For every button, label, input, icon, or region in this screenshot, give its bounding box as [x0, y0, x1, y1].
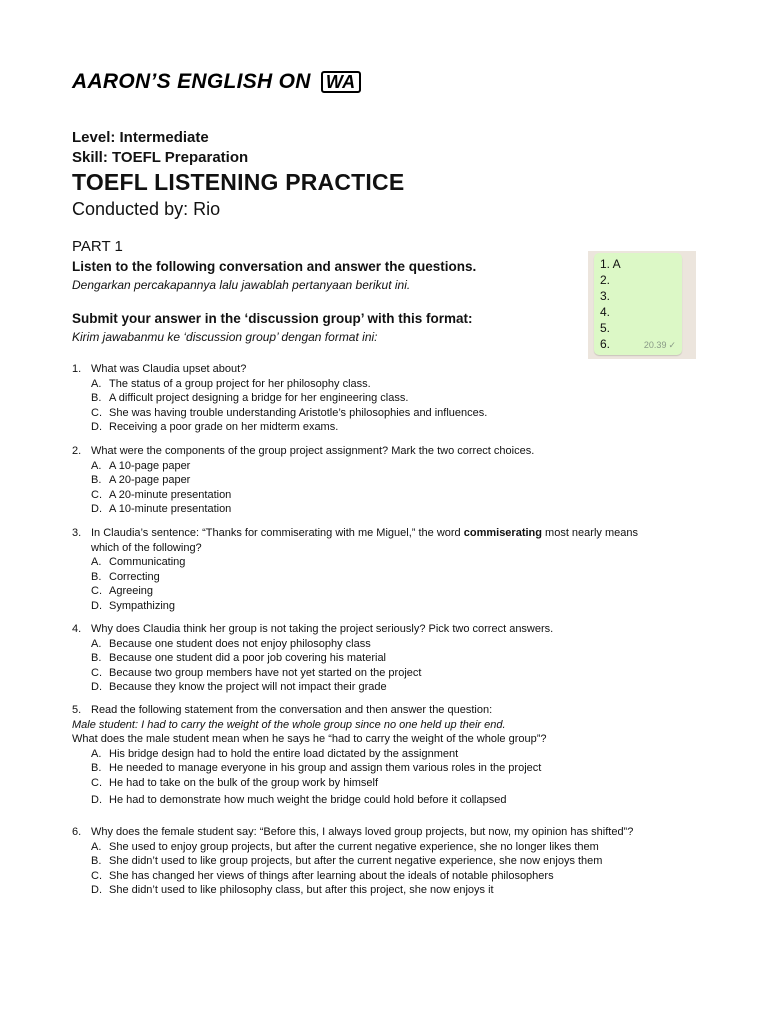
submit-instruction-en: Submit your answer in the ‘discussion group’ with this format: — [72, 311, 473, 326]
option-letter: C. — [91, 406, 102, 419]
question-stem — [91, 526, 638, 541]
part-label: PART 1 — [72, 238, 123, 255]
stem-part: most nearly means — [541, 527, 638, 539]
option-text: He had to take on the bulk of the group work by himself — [109, 776, 379, 789]
option-text: Communicating — [109, 556, 186, 569]
option-letter: B. — [91, 762, 102, 775]
chat-line: 4. — [600, 305, 611, 319]
quoted-statement: Male student: I had to carry the weight of the whole group since no one held up their end. — [72, 718, 506, 731]
option-text: She was having trouble understanding Aristotle’s philosophies and influences. — [109, 406, 488, 419]
keyword: commiserating — [463, 527, 542, 539]
skill-label: Skill: TOEFL Preparation — [72, 149, 249, 166]
option-text: Because one student does not enjoy philosophy class — [109, 637, 371, 650]
option-letter: C. — [91, 776, 102, 789]
question-number: 5. — [72, 704, 82, 716]
option-letter: B. — [91, 652, 102, 665]
question-number: 3. — [72, 527, 82, 539]
question-4 — [72, 622, 712, 695]
option-letter: C. — [91, 585, 102, 598]
option-text: Because they know the project will not impact their grade — [109, 681, 387, 694]
option-text: She didn’t used to like group projects, but after the current negative experience, she now enjoys them — [109, 855, 603, 868]
option-letter: D. — [91, 599, 102, 612]
page-title: TOEFL LISTENING PRACTICE — [72, 169, 405, 195]
chat-timestamp — [644, 340, 676, 351]
option-letter: C. — [91, 488, 102, 501]
level-label: Level: Intermediate — [72, 129, 209, 146]
question-number: 2. — [72, 445, 82, 457]
question-text: What does the male student mean when he says he “had to carry the weight of the whole group”? — [72, 733, 547, 746]
option-letter: B. — [91, 474, 102, 487]
chat-line: 6. — [600, 337, 611, 351]
instruction-id: Dengarkan percakapannya lalu jawablah pertanyaan berikut ini. — [72, 278, 411, 292]
brand-text: AARON’S ENGLISH ON — [72, 70, 311, 93]
conducted-by: Conducted by: Rio — [72, 199, 221, 219]
stem-part: In Claudia’s sentence: “Thanks for commiserating with me Miguel,” the word — [91, 527, 464, 539]
read-tick-icon: ✓ — [668, 340, 676, 350]
option-text: Sympathizing — [109, 599, 176, 612]
option-letter: A. — [91, 556, 102, 569]
option-letter: D. — [91, 681, 102, 694]
option-letter: B. — [91, 570, 102, 583]
question-2 — [72, 444, 712, 517]
option-text: Because two group members have not yet started on the project — [109, 666, 422, 679]
option-letter: B. — [91, 855, 102, 868]
option-text: Receiving a poor grade on her midterm exams. — [109, 421, 339, 434]
question-5 — [72, 703, 712, 807]
option-letter: A. — [91, 377, 102, 390]
chat-time-text: 20.39 — [643, 340, 667, 350]
option-letter: D. — [91, 793, 102, 806]
option-text: Because one student did a poor job covering his material — [109, 652, 387, 665]
option-letter: A. — [91, 840, 102, 853]
option-text: A 10-minute presentation — [109, 503, 232, 516]
chat-line: 2. — [600, 273, 611, 287]
question-stem: Read the following statement from the conversation and then answer the question: — [91, 704, 493, 716]
question-number: 6. — [72, 826, 82, 838]
option-letter: C. — [91, 869, 102, 882]
option-letter: D. — [91, 421, 102, 434]
chat-line: 5. — [600, 321, 611, 335]
option-letter: C. — [91, 666, 102, 679]
option-text: Agreeing — [109, 585, 154, 598]
option-letter: B. — [91, 392, 102, 405]
question-3 — [72, 526, 712, 614]
option-text: A difficult project designing a bridge for her engineering class. — [109, 392, 409, 405]
question-number: 1. — [72, 363, 82, 375]
option-text: She used to enjoy group projects, but after the current negative experience, she no longer likes them — [109, 840, 599, 853]
option-text: He needed to manage everyone in his group and assign them various roles in the project — [109, 762, 542, 775]
brand-title — [72, 70, 361, 94]
question-number: 4. — [72, 623, 82, 635]
option-text: A 20-minute presentation — [109, 488, 232, 501]
option-text: He had to demonstrate how much weight the bridge could hold before it collapsed — [109, 793, 507, 806]
option-text: Correcting — [109, 570, 160, 583]
question-stem: Why does Claudia think her group is not taking the project seriously? Pick two correct answers. — [91, 623, 554, 635]
whatsapp-logo: WA — [321, 71, 361, 93]
question-stem-continued: which of the following? — [91, 541, 202, 554]
option-text: A 10-page paper — [109, 459, 191, 472]
option-text: His bridge design had to hold the entire load dictated by the assignment — [109, 747, 459, 760]
chat-example-screenshot — [588, 251, 696, 359]
submit-instruction-id: Kirim jawabanmu ke ‘discussion group’ dengan format ini: — [72, 330, 378, 344]
instruction-en: Listen to the following conversation and answer the questions. — [72, 259, 477, 274]
option-letter: A. — [91, 747, 102, 760]
chat-message-bubble — [594, 253, 682, 355]
option-letter: A. — [91, 637, 102, 650]
question-stem: What were the components of the group project assignment? Mark the two correct choices. — [91, 445, 535, 457]
question-1 — [72, 362, 712, 435]
option-letter: D. — [91, 503, 102, 516]
option-letter: A. — [91, 459, 102, 472]
question-stem: What was Claudia upset about? — [91, 363, 247, 375]
question-stem: Why does the female student say: “Before this, I always loved group projects, but now, my opinion has shifted”? — [91, 826, 634, 838]
option-text: A 20-page paper — [109, 474, 191, 487]
chat-line: 1. A — [600, 257, 621, 271]
option-text: The status of a group project for her philosophy class. — [109, 377, 371, 390]
chat-line: 3. — [600, 289, 611, 303]
option-letter: D. — [91, 884, 102, 897]
option-text: She didn’t used to like philosophy class, but after this project, she now enjoys it — [109, 884, 494, 897]
option-text: She has changed her views of things after learning about the ideals of notable philosophers — [109, 869, 554, 882]
question-6 — [72, 825, 712, 898]
